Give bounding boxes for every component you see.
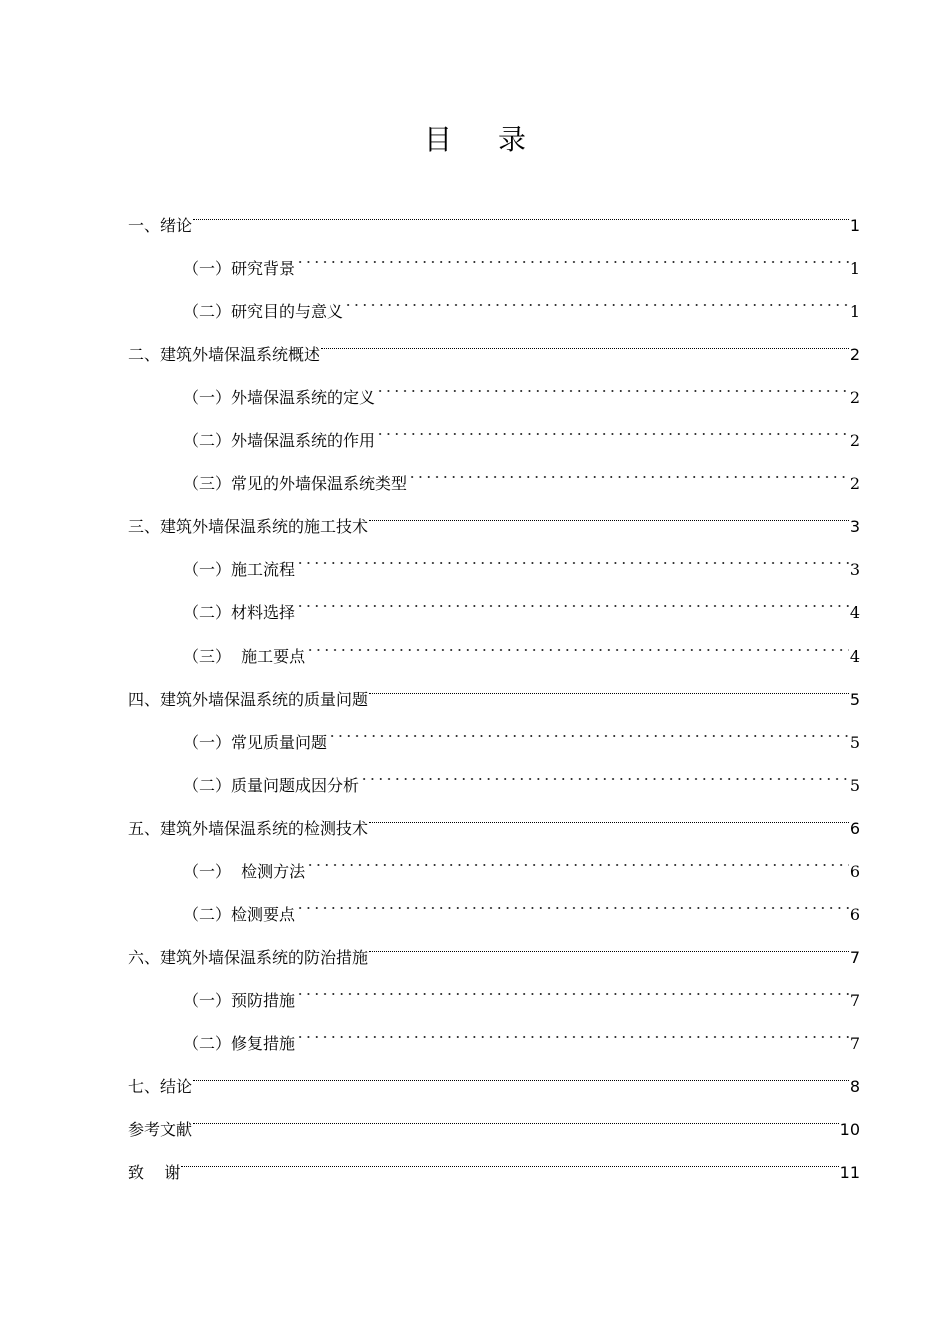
toc-dot-leader bbox=[296, 884, 849, 920]
toc-entry-section[interactable] bbox=[183, 1013, 860, 1053]
toc-dot-leader bbox=[376, 367, 849, 403]
toc-entry-label: （一）施工流程 bbox=[183, 560, 296, 580]
toc-entry-section[interactable] bbox=[183, 884, 860, 924]
toc-entry-section[interactable] bbox=[183, 841, 860, 881]
toc-page-number: 1 bbox=[849, 302, 860, 322]
toc-dot-leader bbox=[369, 927, 849, 963]
toc-page-number: 2 bbox=[849, 474, 860, 494]
toc-entry-section[interactable] bbox=[183, 626, 860, 666]
toc-entry-section[interactable] bbox=[183, 281, 860, 322]
toc-dot-leader bbox=[344, 281, 849, 317]
toc-entry-label: （二）修复措施 bbox=[183, 1033, 296, 1053]
toc-dot-leader bbox=[369, 496, 849, 532]
toc-dot-leader bbox=[408, 453, 849, 489]
toc-dot-leader bbox=[306, 626, 849, 662]
toc-entry-label: （二）材料选择 bbox=[183, 603, 296, 623]
toc-dot-leader bbox=[193, 195, 849, 231]
toc-entry-section[interactable] bbox=[183, 712, 860, 752]
toc-entry-label: （二）外墙保温系统的作用 bbox=[183, 431, 376, 451]
toc-page-number: 2 bbox=[849, 388, 860, 408]
title-char-2: 录 bbox=[498, 123, 527, 156]
toc-dot-leader bbox=[369, 669, 849, 705]
toc-dot-leader bbox=[376, 410, 849, 446]
toc-entry-label: （三） 施工要点 bbox=[183, 646, 306, 666]
toc-entry-section[interactable] bbox=[183, 238, 860, 279]
toc-entry-chapter[interactable] bbox=[128, 1142, 860, 1183]
toc-dot-leader bbox=[328, 712, 849, 748]
toc-entry-label: （二）质量问题成因分析 bbox=[183, 775, 360, 795]
toc-dot-leader bbox=[296, 539, 849, 575]
toc-page-number: 3 bbox=[849, 517, 860, 537]
toc-entry-label: （一）研究背景 bbox=[183, 259, 296, 279]
toc-entry-section[interactable] bbox=[183, 970, 860, 1010]
toc-entry-chapter[interactable] bbox=[128, 927, 860, 967]
toc-page-number: 2 bbox=[849, 431, 860, 451]
toc-entry-section[interactable] bbox=[183, 453, 860, 494]
toc-page-number: 5 bbox=[849, 732, 860, 752]
toc-entry-section[interactable] bbox=[183, 755, 860, 795]
toc-page-number: 7 bbox=[849, 1033, 860, 1053]
toc-page-number: 5 bbox=[849, 775, 860, 795]
toc-entry-label: 参考文献 bbox=[128, 1120, 193, 1140]
toc-entry-chapter[interactable] bbox=[128, 195, 860, 235]
toc-entry-label: （二）研究目的与意义 bbox=[183, 302, 344, 322]
toc-entry-label: （一）常见质量问题 bbox=[183, 732, 328, 752]
toc-entry-section[interactable] bbox=[183, 410, 860, 451]
toc-page-number: 6 bbox=[849, 861, 860, 881]
toc-entry-label: 三、建筑外墙保温系统的施工技术 bbox=[128, 517, 369, 537]
toc-entry-chapter[interactable] bbox=[128, 324, 860, 365]
toc-entry-chapter[interactable] bbox=[128, 496, 860, 537]
toc-entry-label: 七、结论 bbox=[128, 1077, 193, 1096]
toc-entry-label: 六、建筑外墙保温系统的防治措施 bbox=[128, 947, 369, 967]
toc-page-number: 7 bbox=[849, 947, 860, 967]
toc-entry-section[interactable] bbox=[183, 582, 860, 623]
toc-page-number: 7 bbox=[849, 990, 860, 1010]
toc-dot-leader bbox=[369, 798, 849, 834]
title-char-1: 目 bbox=[423, 123, 452, 156]
toc-dot-leader bbox=[296, 970, 849, 1006]
toc-dot-leader bbox=[296, 238, 849, 274]
toc-dot-leader bbox=[360, 755, 849, 791]
toc-page-number: 4 bbox=[849, 603, 860, 623]
toc-entry-label: （二）检测要点 bbox=[183, 904, 296, 924]
toc-dot-leader bbox=[193, 1099, 839, 1135]
toc-entry-label: 二、建筑外墙保温系统概述 bbox=[128, 345, 321, 365]
toc-page-number: 11 bbox=[839, 1163, 860, 1183]
toc-entry-section[interactable] bbox=[183, 539, 860, 580]
toc-dot-leader bbox=[296, 582, 849, 618]
toc-page-number: 6 bbox=[849, 904, 860, 924]
toc-entry-label: （一）外墙保温系统的定义 bbox=[183, 388, 376, 408]
toc-entry-label: 四、建筑外墙保温系统的质量问题 bbox=[128, 689, 369, 709]
toc-entry-label: 五、建筑外墙保温系统的检测技术 bbox=[128, 818, 369, 838]
toc-page-number: 1 bbox=[849, 259, 860, 279]
toc-page-number: 10 bbox=[839, 1120, 860, 1140]
toc-entry-label: 致 谢 bbox=[128, 1163, 181, 1183]
toc-dot-leader bbox=[306, 841, 849, 877]
toc-entry-label: （三）常见的外墙保温系统类型 bbox=[183, 474, 408, 494]
toc-page-number: 3 bbox=[849, 560, 860, 580]
toc-page-number: 5 bbox=[849, 689, 860, 709]
toc-page-number: 2 bbox=[849, 345, 860, 365]
toc-entry-label: （一）预防措施 bbox=[183, 990, 296, 1010]
toc-page-number: 8 bbox=[849, 1077, 860, 1096]
toc-entry-label: 一、绪论 bbox=[128, 216, 193, 235]
toc-entry-chapter[interactable] bbox=[128, 798, 860, 838]
toc-dot-leader bbox=[296, 1013, 849, 1049]
toc-dot-leader bbox=[193, 1056, 849, 1092]
toc-entry-chapter[interactable] bbox=[128, 1099, 860, 1140]
toc-dot-leader bbox=[321, 324, 849, 360]
page-title bbox=[0, 120, 950, 160]
toc-entry-chapter[interactable] bbox=[128, 1056, 860, 1096]
toc-dot-leader bbox=[181, 1142, 838, 1178]
toc-entry-chapter[interactable] bbox=[128, 669, 860, 709]
toc-page-number: 6 bbox=[849, 818, 860, 838]
toc-page-number: 4 bbox=[849, 646, 860, 666]
toc-entry-label: （一） 检测方法 bbox=[183, 861, 306, 881]
toc-entry-section[interactable] bbox=[183, 367, 860, 408]
toc-page-number: 1 bbox=[849, 216, 860, 235]
